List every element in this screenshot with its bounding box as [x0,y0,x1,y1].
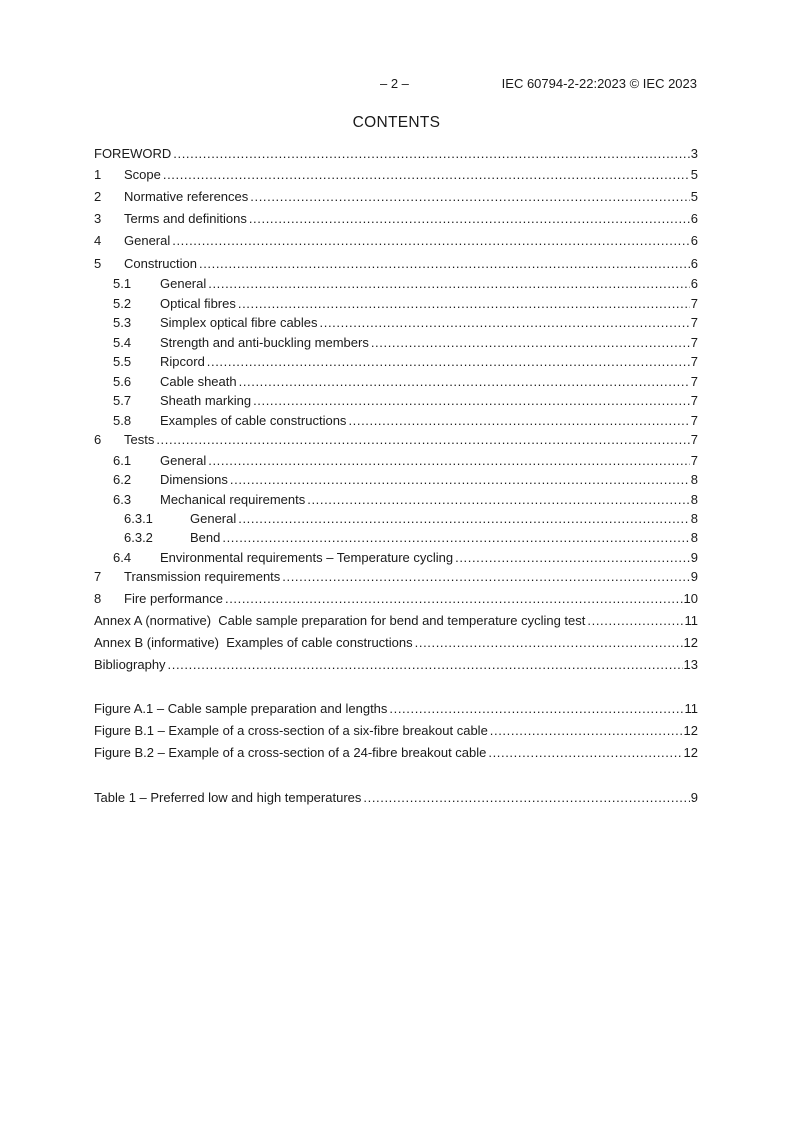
toc-entry-label: Bibliography [94,657,166,672]
toc-entry-1[interactable] [94,166,698,184]
toc-entry-7[interactable] [94,568,698,586]
toc-entry-page: 7 [690,374,698,389]
figure-entry-label: Figure A.1 – Cable sample preparation and lengths [94,701,388,716]
toc-entry-label: Terms and definitions [124,211,247,226]
toc-entry-label: General [124,233,171,248]
toc-entry-5-1[interactable] [94,275,698,293]
toc-entry-page: 10 [683,591,698,606]
toc-entry-4[interactable] [94,232,698,250]
toc-entry-page: 8 [690,492,698,507]
toc-entry-page: 6 [690,276,698,291]
toc-entry-3[interactable] [94,210,698,228]
figure-entry-label: Figure B.1 – Example of a cross-section of a six-fibre breakout cable [94,723,488,738]
toc-entry-annex-b[interactable] [94,634,698,652]
toc-entry-number: 8 [94,591,102,606]
toc-entry-page: 7 [690,296,698,311]
toc-entry-page: 7 [690,354,698,369]
toc-entry-page: 8 [690,530,698,545]
toc-entry-page: 6 [690,211,698,226]
toc-entry-label: General [160,453,207,468]
toc-entry-number: 5.5 [113,354,132,369]
toc-entry-page: 8 [690,472,698,487]
contents-title: CONTENTS [352,114,441,131]
toc-entry-5-6[interactable] [94,373,698,391]
toc-entry-page: 8 [690,511,698,526]
toc-entry-page: 3 [690,146,698,161]
toc-entry-label: Mechanical requirements [160,492,306,507]
toc-entry-label: General [160,276,207,291]
table-entry-1[interactable] [94,789,698,807]
toc-entry-6[interactable] [94,431,698,449]
toc-entry-number: 5.7 [113,393,132,408]
toc-entry-page: 12 [683,635,698,650]
figure-entry-label: Figure B.2 – Example of a cross-section of a 24-fibre breakout cable [94,745,487,760]
toc-entry-number: 6.3.1 [124,511,153,526]
toc-entry-page: 7 [690,393,698,408]
toc-entry-6-1[interactable] [94,452,698,470]
table-entry-label: Table 1 – Preferred low and high temperatures [94,790,362,805]
toc-entry-label: FOREWORD [94,146,172,161]
toc-entry-label: Tests [124,432,155,447]
toc-entry-8[interactable] [94,590,698,608]
toc-entry-number: 5.3 [113,315,132,330]
toc-entry-annex-a[interactable] [94,612,698,630]
toc-entry-label: Sheath marking [160,393,252,408]
toc-entry-label: Dimensions [160,472,228,487]
figure-entry-page: 11 [684,701,698,716]
toc-entry-number: 6.1 [113,453,132,468]
toc-entry-number: 5.6 [113,374,132,389]
toc-entry-number: 2 [94,189,102,204]
toc-entry-number: 7 [94,569,102,584]
toc-entry-number: 5.4 [113,335,132,350]
toc-entry-page: 9 [690,550,698,565]
toc-entry-number: 4 [94,233,102,248]
toc-entry-page: 7 [690,315,698,330]
toc-entry-number: 6.3.2 [124,530,153,545]
toc-entry-label: General [190,511,237,526]
page-number: – 2 – [380,76,409,91]
toc-entry-2[interactable] [94,188,698,206]
toc-entry-label: Optical fibres [160,296,236,311]
toc-entry-5-4[interactable] [94,334,698,352]
toc-entry-number: 6.4 [113,550,132,565]
toc-entry-label: Examples of cable constructions [160,413,347,428]
toc-entry-5-7[interactable] [94,392,698,410]
toc-entry-5[interactable] [94,255,698,273]
toc-entry-page: 9 [690,569,698,584]
toc-entry-page: 7 [690,453,698,468]
toc-entry-foreword[interactable] [94,145,698,163]
figure-entry-a1[interactable] [94,700,698,718]
toc-entry-page: 7 [690,413,698,428]
toc-entry-label: Normative references [124,189,249,204]
document-reference: IEC 60794-2-22:2023 © IEC 2023 [501,76,697,91]
toc-entry-page: 7 [690,432,698,447]
toc-entry-6-3-2[interactable] [94,529,698,547]
toc-entry-label: Annex B (informative) Examples of cable constructions [94,635,413,650]
toc-entry-label: Cable sheath [160,374,237,389]
toc-entry-5-5[interactable] [94,353,698,371]
toc-entry-label: Annex A (normative) Cable sample preparation for bend and temperature cycling test [94,613,586,628]
toc-entry-5-3[interactable] [94,314,698,332]
toc-entry-number: 6.3 [113,492,132,507]
toc-entry-page: 6 [690,233,698,248]
toc-entry-6-3[interactable] [94,491,698,509]
toc-entry-label: Scope [124,167,161,182]
figure-entry-page: 12 [683,745,698,760]
toc-entry-5-2[interactable] [94,295,698,313]
toc-entry-number: 1 [94,167,102,182]
toc-entry-label: Construction [124,256,197,271]
toc-entry-6-3-1[interactable] [94,510,698,528]
toc-entry-page: 13 [683,657,698,672]
toc-entry-label: Simplex optical fibre cables [160,315,318,330]
toc-entry-5-8[interactable] [94,412,698,430]
toc-entry-label: Transmission requirements [124,569,281,584]
toc-entry-number: 6 [94,432,102,447]
toc-entry-label: Environmental requirements – Temperature cycling [160,550,454,565]
toc-entry-page: 5 [690,189,698,204]
toc-entry-label: Bend [190,530,221,545]
toc-entry-number: 6.2 [113,472,132,487]
toc-entry-page: 11 [684,613,698,628]
toc-entry-label: Strength and anti-buckling members [160,335,369,350]
toc-entry-6-2[interactable] [94,471,698,489]
figure-entry-page: 12 [683,723,698,738]
toc-entry-page: 6 [690,256,698,271]
toc-entry-label: Ripcord [160,354,205,369]
toc-entry-number: 3 [94,211,102,226]
toc-entry-number: 5.2 [113,296,132,311]
toc-entry-number: 5.8 [113,413,132,428]
toc-entry-page: 5 [690,167,698,182]
figure-entry-b1[interactable] [94,722,698,740]
toc-entry-number: 5 [94,256,102,271]
figure-entry-b2[interactable] [94,744,698,762]
toc-entry-label: Fire performance [124,591,223,606]
toc-entry-number: 5.1 [113,276,132,291]
toc-entry-page: 7 [690,335,698,350]
toc-entry-bibliography[interactable] [94,656,698,674]
table-entry-page: 9 [690,790,698,805]
toc-entry-6-4[interactable] [94,549,698,567]
